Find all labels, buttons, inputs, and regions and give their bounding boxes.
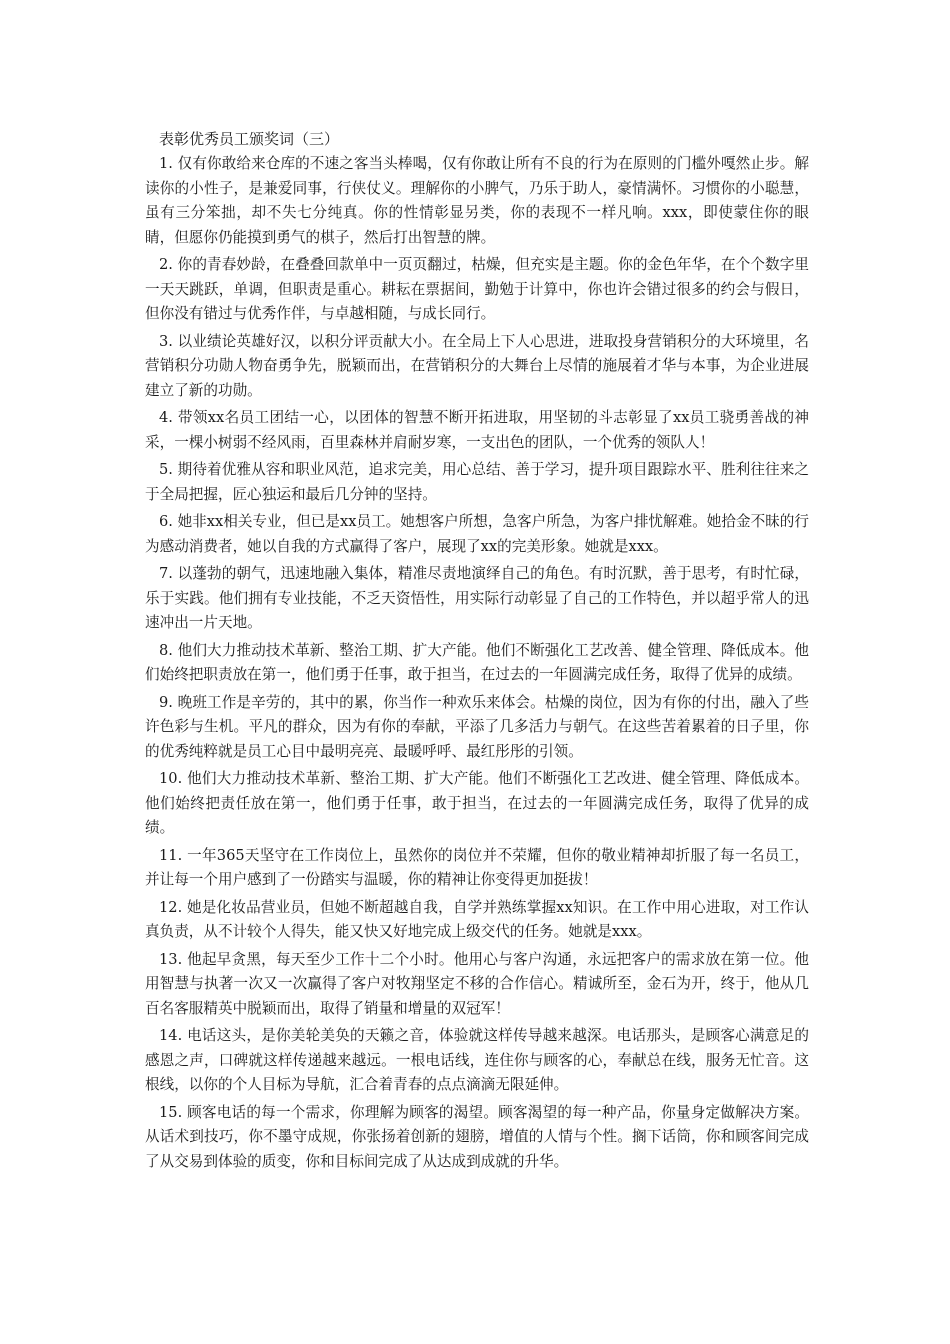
paragraph-7: 7. 以蓬勃的朝气，迅速地融入集体，精准尽责地演绎自己的角色。有时沉默，善于思考，有时忙碌，乐于实践。他们拥有专业技能，不乏天资悟性，用实际行动彰显了自己的工作特色，并以超乎常人的迅速冲出一片天地。 (145, 565, 809, 631)
document-title: 表彰优秀员工颁奖词（三） (159, 130, 340, 148)
paragraph-14: 14. 电话这头，是你美轮美奂的天籁之音，体验就这样传导越来越深。电话那头，是顾客心满意足的感恩之声，口碑就这样传递越来越远。一根电话线，连住你与顾客的心，奉献总在线，服务无忙音。这根线，以你的个人目标为导航，汇合着青春的点点滴滴无限延伸。 (145, 1027, 809, 1093)
paragraph-10: 10. 他们大力推动技术革新、整治工期、扩大产能。他们不断强化工艺改进、健全管理、降低成本。他们始终把责任放在第一，他们勇于任事，敢于担当，在过去的一年圆满完成任务，取得了优异的成绩。 (145, 770, 809, 836)
paragraph-13: 13. 他起早贪黑，每天至少工作十二个小时。他用心与客户沟通，永远把客户的需求放在第一位。他用智慧与执著一次又一次赢得了客户对牧翔坚定不移的合作信心。精诚所至，金石为开，终于，他从几百名客服精英中脱颖而出，取得了销量和增量的双冠军！ (145, 950, 809, 1017)
paragraph-3: 3. 以业绩论英雄好汉，以积分评贡献大小。在全局上下人心思进，进取投身营销积分的大环境里，名营销积分功勋人物奋勇争先，脱颖而出，在营销积分的大舞台上尽情的施展着才华与本事，为企业进展建立了新的功勋。 (145, 332, 809, 399)
paragraph-1: 1. 仅有你敢给来仓库的不速之客当头棒喝，仅有你敢让所有不良的行为在原则的门槛外嘎然止步。解读你的小性子，是兼爱同事，行侠仗义。理解你的小脾气，乃乐于助人，豪情满怀。习惯你的小聪慧，虽有三分笨拙，却不失七分纯真。你的性情彰显另类，你的表现不一样凡响。xxx，即使蒙住你的眼睛，但愿你仍能摸到勇气的棋子，然后打出智慧的牌。 (145, 155, 809, 246)
paragraph-6: 6. 她非xx相关专业，但已是xx员工。她想客户所想，急客户所急，为客户排忧解难。她拾金不昧的行为感动消费者，她以自我的方式赢得了客户，展现了xx的完美形象。她就是xxx。 (145, 513, 809, 555)
document-page (145, 128, 809, 1177)
paragraph-8: 8. 他们大力推动技术革新、整治工期、扩大产能。他们不断强化工艺改善、健全管理、降低成本。他们始终把职责放在第一，他们勇于任事，敢于担当，在过去的一年圆满完成任务，取得了优异的成绩。 (145, 641, 809, 683)
paragraph-4: 4. 带领xx名员工团结一心，以团体的智慧不断开拓进取，用坚韧的斗志彰显了xx员工骁勇善战的神采，一棵小树弱不经风雨，百里森林并肩耐岁寒，一支出色的团队，一个优秀的领队人！ (145, 409, 809, 451)
paragraph-12: 12. 她是化妆品营业员，但她不断超越自我，自学并熟练掌握xx知识。在工作中用心进取，对工作认真负责，从不计较个人得失，能又快又好地完成上级交代的任务。她就是xxx。 (145, 898, 809, 940)
paragraph-15: 15. 顾客电话的每一个需求，你理解为顾客的渴望。顾客渴望的每一种产品，你量身定做解决方案。从话术到技巧，你不墨守成规，你张扬着创新的翅膀，增值的人情与个性。搁下话筒，你和顾客间完成了从交易到体验的质变，你和目标间完成了从达成到成就的升华。 (145, 1103, 809, 1170)
paragraph-11: 11. 一年365天坚守在工作岗位上，虽然你的岗位并不荣耀，但你的敬业精神却折服了每一名员工，并让每一个用户感到了一份踏实与温暖，你的精神让你变得更加挺拔！ (145, 846, 809, 888)
paragraph-9: 9. 晚班工作是辛劳的，其中的累，你当作一种欢乐来体会。枯燥的岗位，因为有你的付出，融入了些许色彩与生机。平凡的群众，因为有你的奉献，平添了几多活力与朝气。在这些苦着累着的日子里，你的优秀纯粹就是员工心目中最明亮亮、最暖呼呼、最红彤彤的引领。 (145, 693, 809, 760)
paragraph-2: 2. 你的青春妙龄，在叠叠回款单中一页页翻过，枯燥，但充实是主题。你的金色年华，在个个数字里一天天跳跃，单调，但职责是重心。耕耘在票据间，勤勉于计算中，你也许会错过很多的约会与假日，但你没有错过与优秀作伴，与卓越相随，与成长同行。 (145, 256, 809, 322)
paragraph-5: 5. 期待着优雅从容和职业风范，追求完美，用心总结、善于学习，提升项目跟踪水平、胜利往往来之于全局把握，匠心独运和最后几分钟的坚持。 (145, 461, 809, 503)
